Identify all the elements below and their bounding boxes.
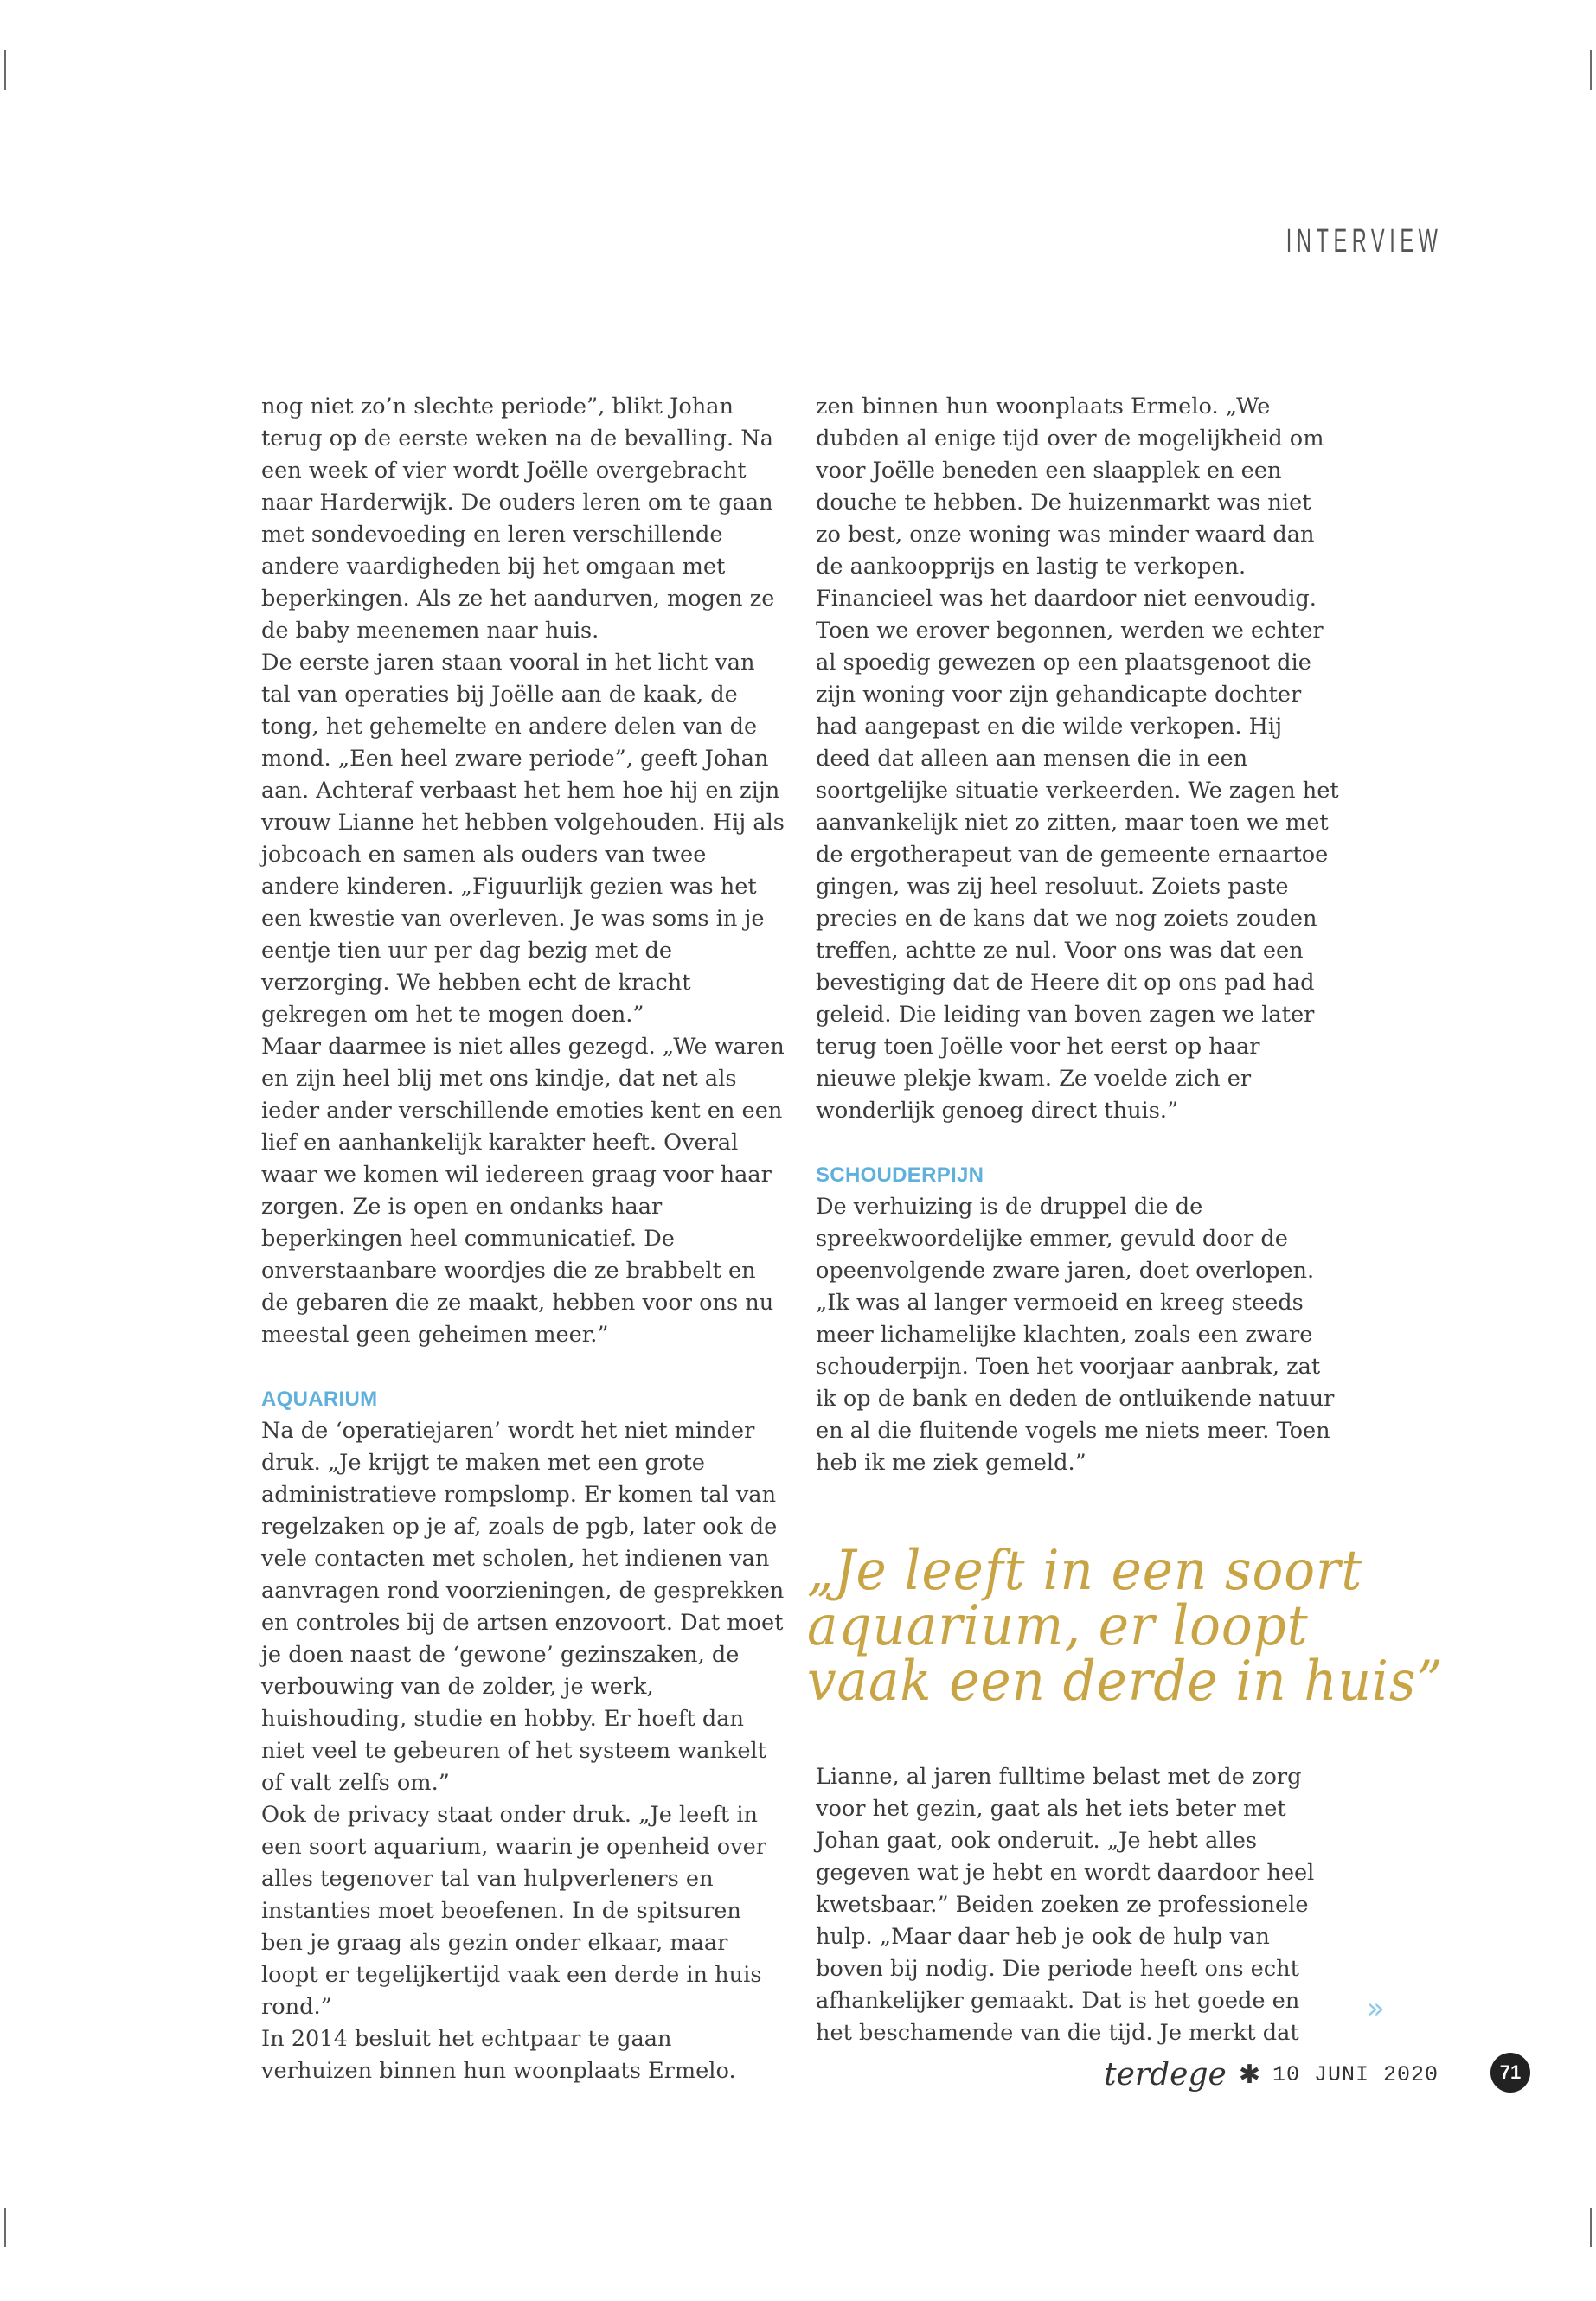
page-number: 71 <box>1490 2053 1530 2093</box>
double-chevron-right-icon: » <box>1367 1991 1385 2026</box>
issue-date: 10 JUNI 2020 <box>1272 2062 1439 2087</box>
paragraph: Toen we erover begonnen, werden we echter al spoedig gewezen op een plaatsgenoot die zijn woning voor zijn gehandicapte dochter had aangepast en die wilde verkopen. Hij deed dat alleen aan mensen die in een soortgelijke situatie verkeerden. We zagen het aanvankelijk niet zo zitten, maar toen we met de ergotherapeut van de gemeente ernaartoe gingen, was zij heel resoluut. Zoiets paste precies en de kans dat we nog zoiets zouden treffen, achtte ze nul. Voor ons was dat een bevestiging dat de Heere dit op ons pad had geleid. Die leiding van boven zagen we later terug toen Joëlle voor het eerst op haar nieuwe plekje kwam. Ze voelde zich er wonderlijk genoeg direct thuis.” <box>816 618 1339 1124</box>
paragraph: Lianne, al jaren fulltime belast met de zorg voor het gezin, gaat als het iets beter met Johan gaat, ook onderuit. „Je hebt alles gegeven wat je hebt en wordt daardoor heel kwetsbaar.” Beiden zoeken ze professionele hulp. „Maar daar heb je ook de hulp van boven bij nodig. Die periode heeft ons echt afhankelijker gemaakt. Dat is het goede en het beschamende van die tijd. Je merkt dat <box>816 1764 1315 2046</box>
right-column <box>807 391 1444 2049</box>
page-footer <box>1104 2057 1439 2093</box>
pull-quote-line: „Je leeft in een soort <box>807 1539 1363 1603</box>
crop-mark <box>1590 2208 1592 2247</box>
paragraph: Ook de privacy staat onder druk. „Je leeft in een soort aquarium, waarin je openheid over alles tegenover tal van hulpverleners en instanties moet beoefenen. In de spitsuren ben je graag als gezin onder elkaar, maar loopt er tegelijkertijd vaak een derde in huis rond.” <box>261 1802 767 2020</box>
pull-quote-line: aquarium, er loopt <box>807 1594 1309 1658</box>
pull-quote-line: vaak een derde in huis” <box>807 1650 1444 1714</box>
section-label: INTERVIEW <box>1285 223 1442 260</box>
subheading-schouderpijn: SCHOUDERPIJN <box>816 1163 984 1187</box>
paragraph: zen binnen hun woonplaats Ermelo. „We dubden al enige tijd over de mogelijkheid om voor Joëlle beneden een slaapplek en een douche te hebben. De huizenmarkt was niet zo best, onze woning was minder waard dan de aankoopprijs en lastig te verkopen. Financieel was het daardoor niet eenvoudig. <box>816 394 1324 612</box>
asterisk-icon: ✱ <box>1238 2060 1260 2090</box>
paragraph: Maar daarmee is niet alles gezegd. „We waren en zijn heel blij met ons kindje, dat net als ieder ander verschillende emoties kent en een lief en aanhankelijk karakter heeft. Overal waar we komen wil iedereen graag voor haar zorgen. Ze is open en ondanks haar beperkingen heel communicatief. De onverstaanbare woordjes die ze brabbelt en de gebaren die ze maakt, hebben voor ons nu meestal geen geheimen meer.” <box>261 1034 785 1348</box>
paragraph: In 2014 besluit het echtpaar te gaan verhuizen binnen hun woonplaats Ermelo. <box>261 2026 736 2084</box>
left-column <box>261 391 785 2087</box>
paragraph: Na de ‘operatiejaren’ wordt het niet minder druk. „Je krijgt te maken met een grote administratieve rompslomp. Er komen tal van regelzaken op je af, zoals de pgb, later ook de vele contacten met scholen, het indienen van aanvragen rond voorzieningen, de gesprekken en controles bij de artsen enzovoort. Dat moet je doen naast de ‘gewone’ gezinszaken, de verbouwing van de zolder, je werk, huishouding, studie en hobby. Er hoeft dan niet veel te gebeuren of het systeem wankelt of valt zelfs om.” <box>261 1418 785 1796</box>
pull-quote <box>807 1539 1444 1714</box>
paragraph: De verhuizing is de druppel die de spreekwoordelijke emmer, gevuld door de opeenvolgende zware jaren, doet overlopen. „Ik was al langer vermoeid en kreeg steeds meer lichamelijke klachten, zoals een zware schouderpijn. Toen het voorjaar aanbrak, zat ik op de bank en deden de ontluikende natuur en al die fluitende vogels me niets meer. Toen heb ik me ziek gemeld.” <box>816 1194 1335 1476</box>
subheading-aquarium: AQUARIUM <box>261 1388 378 1411</box>
magazine-brand: terdege <box>1104 2057 1227 2093</box>
crop-mark <box>1590 50 1592 90</box>
paragraph: De eerste jaren staan vooral in het licht van tal van operaties bij Joëlle aan de kaak, de tong, het gehemelte en andere delen van de mond. „Een heel zware periode”, geeft Johan aan. Achteraf verbaast het hem hoe hij en zijn vrouw Lianne het hebben volgehouden. Hij als jobcoach en samen als ouders van twee andere kinderen. „Figuurlijk gezien was het een kwestie van overleven. Je was soms in je eentje tien uur per dag bezig met de verzorging. We hebben echt de kracht gekregen om het te mogen doen.” <box>261 650 785 1028</box>
paragraph: nog niet zo’n slechte periode”, blikt Johan terug op de eerste weken na de bevalling. Na een week of vier wordt Joëlle overgebracht naar Harderwijk. De ouders leren om te gaan met sondevoeding en leren verschillende andere vaardigheden bij het omgaan met beperkingen. Als ze het aandurven, mogen ze de baby meenemen naar huis. <box>261 394 775 644</box>
crop-mark <box>4 2208 6 2247</box>
crop-mark <box>4 50 6 90</box>
